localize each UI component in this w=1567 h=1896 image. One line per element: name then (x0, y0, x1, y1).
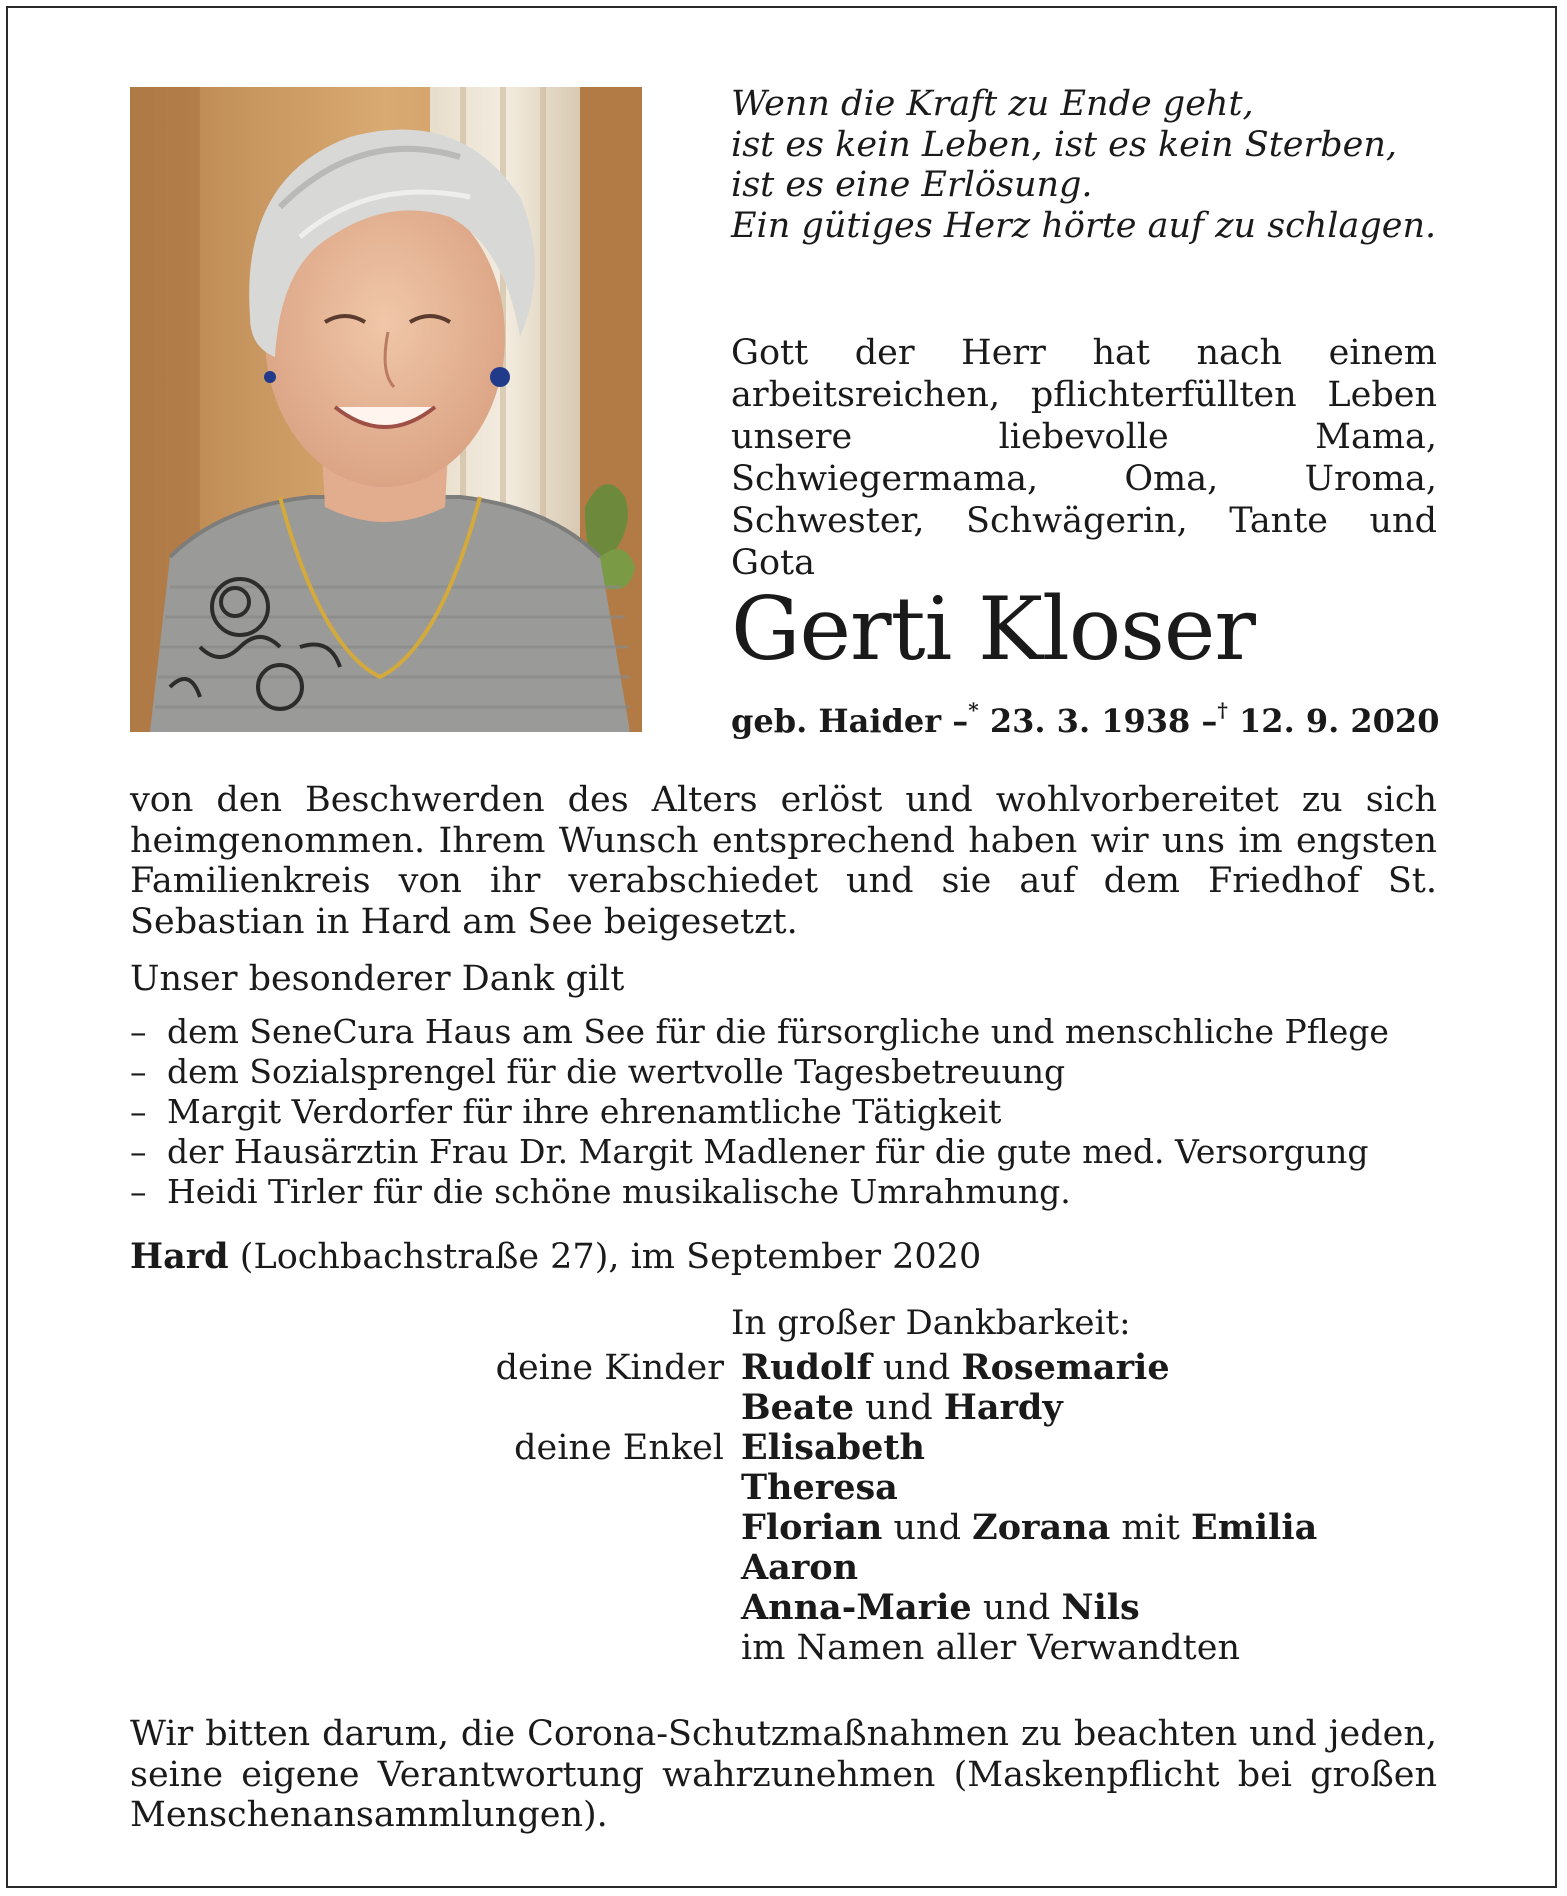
poem-line: ist es kein Leben, ist es kein Sterben, (731, 124, 1397, 165)
list-item (130, 1172, 1389, 1212)
list-dash: – (130, 1132, 147, 1171)
conjunction: und (982, 1588, 1051, 1628)
child-name: Rudolf (741, 1347, 872, 1388)
thanks-item-text: der Hausärztin Frau Dr. Margit Madlener für die gute med. Versorgung (167, 1132, 1369, 1171)
town-name: Hard (130, 1236, 229, 1277)
list-dash: – (130, 1052, 147, 1091)
thanks-item-text: Heidi Tirler für die schöne musikalische Umrahmung. (167, 1172, 1071, 1211)
list-item (130, 1012, 1389, 1052)
grandchild-name: Anna-Marie (741, 1587, 972, 1628)
family-line-grandchild-2 (741, 1468, 898, 1508)
grandchild-name: Theresa (741, 1467, 898, 1508)
thanks-list (130, 1012, 1389, 1212)
relatives-line: im Namen aller Verwandten (741, 1628, 1240, 1668)
place-date-line (130, 1236, 981, 1278)
spouse-name: Zorana (972, 1507, 1111, 1548)
poem-line: Ein gütiges Herz hörte auf zu schlagen. (731, 205, 1437, 246)
thanks-heading: Unser besonderer Dank gilt (130, 959, 625, 999)
life-dates (731, 700, 1439, 742)
poem (731, 84, 1451, 246)
child-name: Beate (741, 1387, 854, 1428)
address-date: (Lochbachstraße 27), im September 2020 (228, 1237, 982, 1277)
dash: – (1201, 702, 1218, 740)
birth-date: 23. 3. 1938 (989, 702, 1191, 740)
thanks-item-text: dem Sozialsprengel für die wertvolle Tagesbetreuung (167, 1052, 1066, 1091)
list-item (130, 1052, 1389, 1092)
list-item (130, 1132, 1389, 1172)
grandchild-name: Aaron (741, 1547, 859, 1588)
intro-paragraph: Gott der Herr hat nach einem arbeitsreichen, pflichterfüllten Leben unsere liebevolle Mama, Schwiegermama, Oma, Uroma, Schwester, Schwägerin, Tante und Gota (731, 333, 1437, 583)
spouse-name: Rosemarie (961, 1347, 1170, 1388)
family-line-children-2 (741, 1388, 1063, 1428)
spouse-name: Hardy (943, 1387, 1063, 1428)
portrait-photo (130, 87, 642, 732)
grandchild-name: Elisabeth (741, 1427, 926, 1468)
family-line-grandchild-3 (741, 1508, 1317, 1548)
grandchildren-label: deine Enkel (514, 1428, 724, 1468)
conjunction: und (893, 1508, 961, 1548)
poem-line: Wenn die Kraft zu Ende geht, (731, 84, 1254, 124)
family-line-grandchild-5 (741, 1588, 1140, 1628)
family-line-grandchild-1 (741, 1428, 925, 1468)
thanks-item-text: dem SeneCura Haus am See für die fürsorgliche und menschliche Pflege (167, 1012, 1389, 1051)
conjunction: mit (1121, 1508, 1180, 1548)
grandchild-name: Florian (741, 1507, 883, 1548)
signoff: In großer Dankbarkeit: (731, 1303, 1131, 1343)
death-cross-icon: † (1217, 698, 1228, 722)
great-grandchild-name: Emilia (1191, 1507, 1318, 1548)
deceased-name: Gerti Kloser (731, 578, 1255, 680)
list-dash: – (130, 1092, 147, 1131)
maiden-name: geb. Haider (731, 702, 942, 740)
poem-line: ist es eine Erlösung. (731, 165, 1093, 205)
children-label: deine Kinder (495, 1348, 724, 1388)
body-paragraph: von den Beschwerden des Alters erlöst und wohlvorbereitet zu sich heimgenommen. Ihrem Wunsch entsprechend haben wir uns im engsten Familienkreis von ihr verabschiedet und sie auf dem Friedhof St. Sebastian in Hard am See beigesetzt. (130, 780, 1437, 942)
birth-star-icon: * (968, 698, 979, 722)
conjunction: und (865, 1388, 933, 1428)
death-date: 12. 9. 2020 (1239, 702, 1440, 740)
family-line-children-1 (741, 1348, 1170, 1388)
thanks-item-text: Margit Verdorfer für ihre ehrenamtliche Tätigkeit (167, 1092, 1002, 1131)
conjunction: und (882, 1348, 951, 1388)
list-item (130, 1092, 1389, 1132)
spouse-name: Nils (1061, 1587, 1140, 1628)
family-line-grandchild-4 (741, 1548, 858, 1588)
list-dash: – (130, 1012, 147, 1051)
portrait-illustration (130, 87, 642, 732)
dash: – (952, 702, 969, 740)
corona-notice: Wir bitten darum, die Corona-Schutzmaßnahmen zu beachten und jeden, seine eigene Verantwortung wahrzunehmen (Maskenpflicht bei großen Menschenansammlungen). (130, 1714, 1437, 1835)
list-dash: – (130, 1172, 147, 1211)
